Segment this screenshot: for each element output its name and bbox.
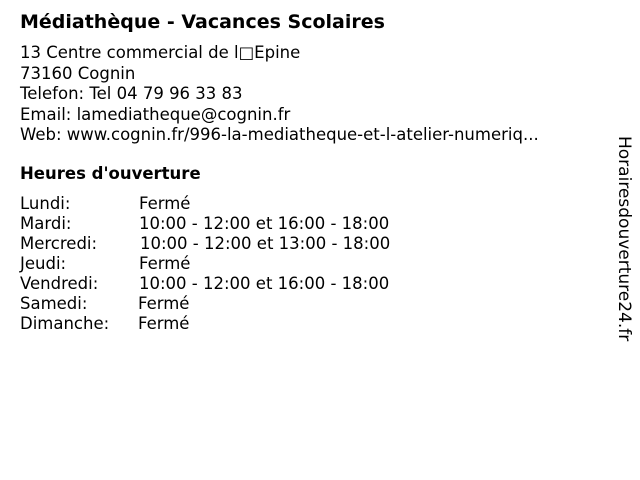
day-label: Jeudi: [20,254,67,273]
contact-info [20,43,539,146]
hours-value: Fermé [139,194,191,213]
hours-value: 10:00 - 12:00 et 16:00 - 18:00 [139,214,390,233]
page-title: Médiathèque - Vacances Scolaires [20,11,385,33]
hours-heading: Heures d'ouverture [20,164,201,183]
hours-value: Fermé [139,254,191,273]
day-label: Mardi: [20,214,72,233]
site-watermark: Horairesdouverture24.fr [614,136,634,342]
hours-value: Fermé [138,314,190,333]
day-label: Vendredi: [20,274,99,293]
hours-value: Fermé [138,294,190,313]
city: 73160 Cognin [20,63,136,83]
hours-value: 10:00 - 12:00 et 16:00 - 18:00 [139,274,390,293]
day-label: Lundi: [20,194,71,213]
phone-number: Telefon: Tel 04 79 96 33 83 [20,84,243,103]
hours-value: 10:00 - 12:00 et 13:00 - 18:00 [140,234,391,253]
day-label: Dimanche: [20,314,110,333]
street-address: 13 Centre commercial de l□Epine [20,43,301,62]
email-address: Email: lamediatheque@cognin.fr [20,104,291,124]
day-label: Samedi: [20,294,88,313]
website-url: Web: www.cognin.fr/996-la-mediatheque-et-l-atelier-numeriq... [20,125,539,144]
day-label: Mercredi: [20,234,98,253]
